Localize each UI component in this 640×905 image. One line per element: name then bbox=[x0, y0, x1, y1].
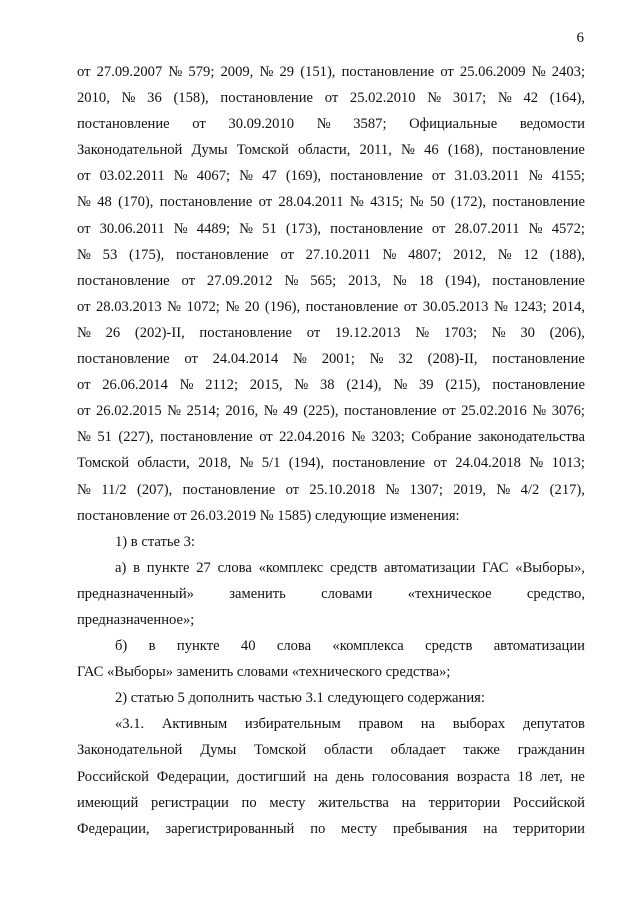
text-line: Российской Федерации, достигший на день голосования возраста 18 лет, не bbox=[77, 768, 585, 785]
text-line: от 26.06.2014 № 2112; 2015, № 38 (214), № 39 (215), постановление bbox=[77, 377, 585, 394]
page-number: 6 bbox=[576, 30, 584, 46]
text-line: от 26.02.2015 № 2514; 2016, № 49 (225), постановление от 25.02.2016 № 3076; bbox=[77, 403, 585, 420]
text-line: 2) статью 5 дополнить частью 3.1 следующего содержания: bbox=[115, 690, 485, 707]
text-line: от 28.03.2013 № 1072; № 20 (196), постановление от 30.05.2013 № 1243; 2014, bbox=[77, 298, 585, 315]
text-line: постановление от 26.03.2019 № 1585) следующие изменения: bbox=[77, 507, 460, 524]
text-line: постановление от 24.04.2014 № 2001; № 32 (208)-II, постановление bbox=[77, 351, 585, 368]
text-line: № 48 (170), постановление от 28.04.2011 № 4315; № 50 (172), постановление bbox=[77, 194, 585, 211]
text-line: постановление от 27.09.2012 № 565; 2013, № 18 (194), постановление bbox=[77, 272, 585, 289]
text-line: б) в пункте 40 слова «комплекса средств автоматизации bbox=[115, 638, 585, 655]
text-line: предназначенное»; bbox=[77, 611, 195, 628]
text-line: Федерации, зарегистрированный по месту пребывания на территории bbox=[77, 820, 585, 837]
text-line: № 53 (175), постановление от 27.10.2011 № 4807; 2012, № 12 (188), bbox=[77, 246, 585, 263]
text-line: от 27.09.2007 № 579; 2009, № 29 (151), постановление от 25.06.2009 № 2403; bbox=[77, 64, 585, 80]
text-line: от 03.02.2011 № 4067; № 47 (169), постановление от 31.03.2011 № 4155; bbox=[77, 168, 585, 185]
document-body bbox=[77, 59, 585, 842]
text-line: Законодательной Думы Томской области, 2011, № 46 (168), постановление bbox=[77, 142, 585, 159]
text-line: № 11/2 (207), постановление от 25.10.2018 № 1307; 2019, № 4/2 (217), bbox=[77, 481, 585, 498]
text-line: имеющий регистрации по месту жительства на территории Российской bbox=[77, 794, 585, 811]
text-line: ГАС «Выборы» заменить словами «технического средства»; bbox=[77, 664, 451, 681]
text-line: 1) в статье 3: bbox=[115, 533, 195, 550]
text-line: 2010, № 36 (158), постановление от 25.02.2010 № 3017; № 42 (164), bbox=[77, 90, 585, 107]
text-line: Законодательной Думы Томской области обладает также гражданин bbox=[77, 742, 585, 759]
text-line: «3.1. Активным избирательным правом на выборах депутатов bbox=[115, 716, 585, 733]
text-line: постановление от 30.09.2010 № 3587; Официальные ведомости bbox=[77, 116, 585, 133]
text-line: от 30.06.2011 № 4489; № 51 (173), постановление от 28.07.2011 № 4572; bbox=[77, 220, 585, 237]
text-line: № 26 (202)-II, постановление от 19.12.2013 № 1703; № 30 (206), bbox=[77, 324, 585, 341]
text-line: № 51 (227), постановление от 22.04.2016 № 3203; Собрание законодательства bbox=[77, 429, 585, 446]
text-line: Томской области, 2018, № 5/1 (194), постановление от 24.04.2018 № 1013; bbox=[77, 455, 585, 472]
text-line: предназначенный» заменить словами «техническое средство, bbox=[77, 585, 585, 602]
text-line: а) в пункте 27 слова «комплекс средств автоматизации ГАС «Выборы», bbox=[115, 559, 585, 576]
